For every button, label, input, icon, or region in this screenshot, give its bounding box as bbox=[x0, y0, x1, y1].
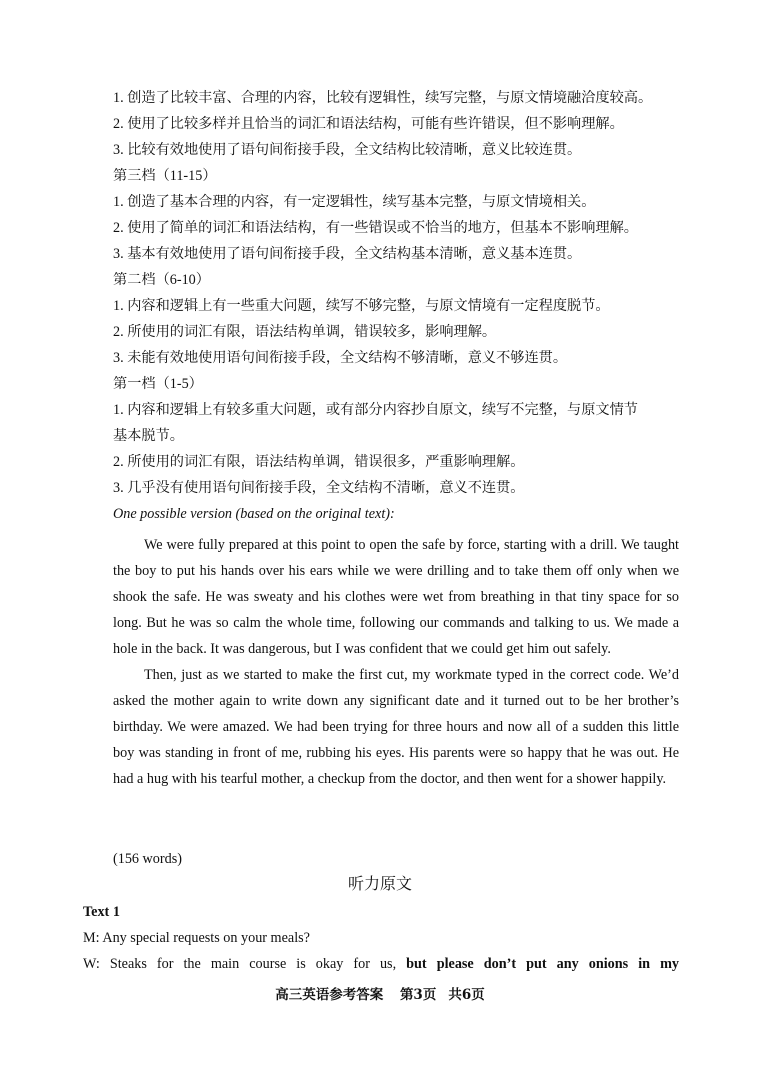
grade3-item-1: 1. 创造了基本合理的内容，有一定逻辑性，续写基本完整，与原文情境相关。 bbox=[113, 194, 596, 210]
grade1-title: 第一档（1-5） bbox=[113, 376, 203, 392]
grade3-title: 第三档（11-15） bbox=[113, 168, 217, 184]
grade1-item-2: 2. 所使用的词汇有限，语法结构单调，错误很多，严重影响理解。 bbox=[113, 454, 525, 470]
footer-title: 高三英语参考答案 bbox=[275, 987, 384, 1003]
sample-paragraph-2: Then, just as we started to make the first cut, my workmate typed in the correct code. We’d asked the mother again to write down any significant date and it turned out to be her brother’s birthday. We were amazed. We had been trying for three hours and now all of a sudden this little boy was standing in front of me, rubbing his eyes. His parents were so happy that he was out. He had a hug with his tearful mother, a checkup from the doctor, and then went for a shower happily. bbox=[113, 667, 679, 787]
dialogue-w-line bbox=[83, 955, 679, 973]
version-heading: One possible version (based on the original text): bbox=[113, 506, 395, 522]
sample-essay bbox=[113, 532, 679, 792]
grade1-item-3: 3. 几乎没有使用语句间衔接手段，全文结构不清晰，意义不连贯。 bbox=[113, 480, 525, 496]
text1-label: Text 1 bbox=[83, 904, 120, 920]
grade2-item-2: 2. 所使用的词汇有限，语法结构单调，错误较多，影响理解。 bbox=[113, 324, 497, 340]
grade4-item-1: 1. 创造了比较丰富、合理的内容，比较有逻辑性，续写完整，与原文情境融洽度较高。 bbox=[113, 90, 653, 106]
dialogue-w-bold: but please don’t put any onions in my bbox=[406, 956, 679, 972]
dialogue-w-plain: W: Steaks for the main course is okay for us, bbox=[83, 956, 407, 972]
footer-page-number: 第3页 bbox=[399, 987, 437, 1003]
grade1-item-1-line-1: 1. 内容和逻辑上有较多重大问题，或有部分内容抄自原文，续写不完整，与原文情节 bbox=[113, 402, 638, 418]
word-count: (156 words) bbox=[113, 851, 182, 867]
grade3-item-3: 3. 基本有效地使用了语句间衔接手段，全文结构基本清晰，意义基本连贯。 bbox=[113, 246, 582, 262]
grade2-item-3: 3. 未能有效地使用语句间衔接手段，全文结构不够清晰，意义不够连贯。 bbox=[113, 350, 568, 366]
grade4-item-3: 3. 比较有效地使用了语句间衔接手段，全文结构比较清晰，意义比较连贯。 bbox=[113, 142, 582, 158]
grade2-title: 第二档（6-10） bbox=[113, 272, 210, 288]
dialogue-m-line: M: Any special requests on your meals? bbox=[83, 930, 310, 946]
sample-paragraph-1: We were fully prepared at this point to open the safe by force, starting with a drill. We taught the boy to put his hands over his ears while we were drilling and to take them off only when we shook the safe. He was sweaty and his clothes were wet from breathing in that tiny space for so long. But he was so calm the whole time, following our commands and talking to us. We made a hole in the back. It was dangerous, but I was confident that we could get him out safely. bbox=[113, 537, 679, 657]
listening-title: 听力原文 bbox=[347, 876, 412, 893]
grade2-item-1: 1. 内容和逻辑上有一些重大问题，续写不够完整，与原文情境有一定程度脱节。 bbox=[113, 298, 610, 314]
page-footer bbox=[0, 986, 760, 1004]
footer-total-pages: 共6页 bbox=[448, 987, 485, 1003]
grade3-item-2: 2. 使用了简单的词汇和语法结构，有一些错误或不恰当的地方，但基本不影响理解。 bbox=[113, 220, 638, 236]
grade4-item-2: 2. 使用了比较多样并且恰当的词汇和语法结构，可能有些许错误，但不影响理解。 bbox=[113, 116, 624, 132]
grade1-item-1-line-2: 基本脱节。 bbox=[113, 428, 184, 444]
